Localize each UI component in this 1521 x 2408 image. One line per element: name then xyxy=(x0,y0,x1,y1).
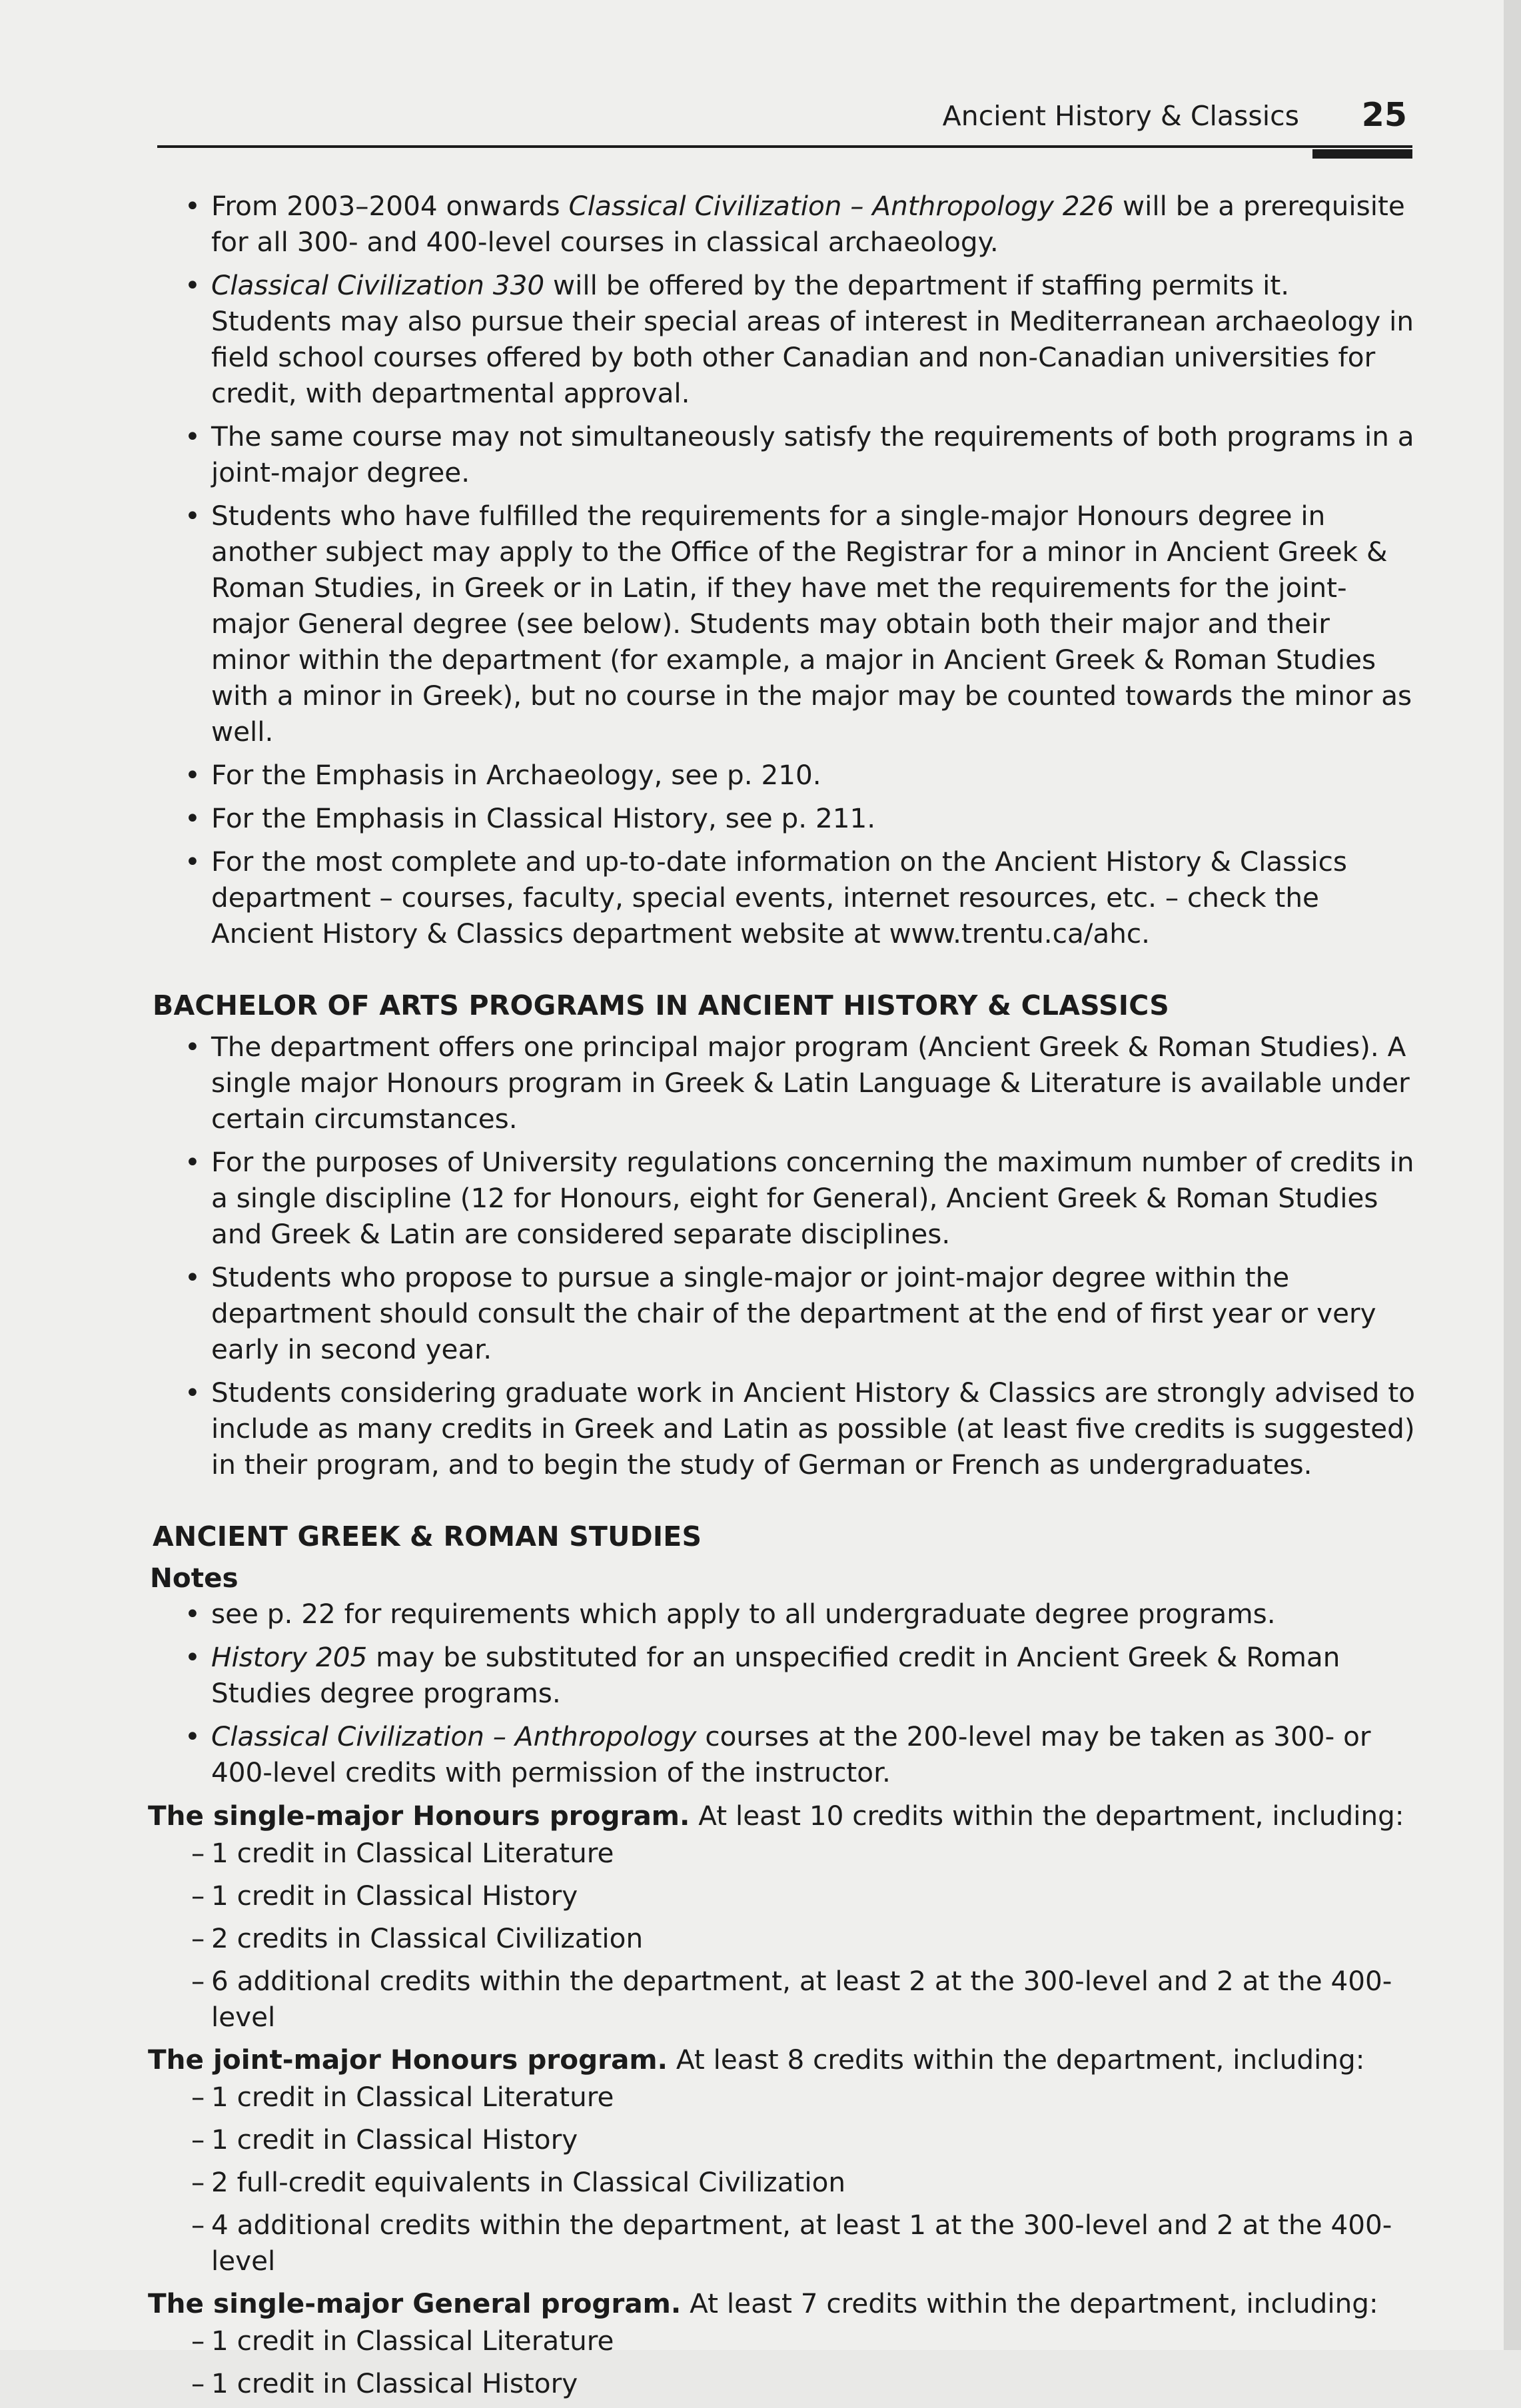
agrs-note-item: • see p. 22 for requirements which apply to all undergraduate degree programs. xyxy=(150,1596,1416,1632)
notes-heading: Notes xyxy=(150,1562,239,1594)
agrs-note-item: • Classical Civilization – Anthropology courses at the 200-level may be taken as 300- or 400-level credits with permission of the instructor. xyxy=(150,1718,1416,1790)
requirement-item: – 1 credit in Classical Literature xyxy=(150,2079,1416,2115)
program-requirements xyxy=(150,1835,1416,2035)
requirement-item: – 6 additional credits within the department, at least 2 at the 300-level and 2 at the 400-level xyxy=(150,1963,1416,2035)
requirement-item: – 1 credit in Classical History xyxy=(150,1878,1416,1914)
running-title: Ancient History & Classics xyxy=(942,100,1299,132)
intro-note-item: • For the Emphasis in Classical History, see p. 211. xyxy=(150,800,1416,836)
ba-section-item: • For the purposes of University regulations concerning the maximum number of credits in a single discipline (12 for Honours, eight for General), Ancient Greek & Roman Studies and Greek & Latin are considered separate disciplines. xyxy=(150,1144,1416,1252)
requirement-item: – 1 credit in Classical Literature xyxy=(150,2323,1416,2359)
requirement-item: – 1 credit in Classical History xyxy=(150,2365,1416,2401)
ba-section-item: • Students considering graduate work in Ancient History & Classics are strongly advised to include as many credits in Greek and Latin as possible (at least five credits is suggested) in their program, and to begin the study of German or French as undergraduates. xyxy=(150,1375,1416,1483)
running-head xyxy=(157,93,1412,153)
requirement-item: – 1 credit in Classical Literature xyxy=(150,1835,1416,1871)
ba-section-item: • Students who propose to pursue a single-major or joint-major degree within the department should consult the chair of the department at the end of first year or very early in second year. xyxy=(150,1259,1416,1367)
ba-section-heading: BACHELOR OF ARTS PROGRAMS IN ANCIENT HISTORY & CLASSICS xyxy=(153,989,1169,1021)
intro-note-item: • From 2003–2004 onwards Classical Civilization – Anthropology 226 will be a prerequisite for all 300- and 400-level courses in classical archaeology. xyxy=(150,188,1416,260)
program-heading: The joint-major Honours program. At least 8 credits within the department, including: xyxy=(148,2044,1365,2076)
ba-section-item: • The department offers one principal major program (Ancient Greek & Roman Studies). A single major Honours program in Greek & Latin Language & Literature is available under certain circumstances. xyxy=(150,1029,1416,1137)
page-content xyxy=(150,188,1416,2408)
program-block xyxy=(150,2285,1416,2401)
program-requirements xyxy=(150,2323,1416,2401)
program-block xyxy=(150,1798,1416,2035)
intro-notes-list xyxy=(150,188,1416,951)
ba-section-list xyxy=(150,1029,1416,1483)
agrs-notes-list xyxy=(150,1596,1416,1790)
program-requirements xyxy=(150,2079,1416,2279)
header-rule xyxy=(157,145,1412,148)
page-number: 25 xyxy=(1361,96,1407,134)
program-block xyxy=(150,2042,1416,2279)
header-rule-tab xyxy=(1312,149,1412,159)
intro-note-item: • For the most complete and up-to-date information on the Ancient History & Classics department – courses, faculty, special events, internet resources, etc. – check the Ancient History & Classics department website at www.trentu.ca/ahc. xyxy=(150,844,1416,951)
agrs-section-heading: ANCIENT GREEK & ROMAN STUDIES xyxy=(153,1520,702,1552)
requirement-item: – 2 full-credit equivalents in Classical Civilization xyxy=(150,2164,1416,2200)
requirement-item: – 1 credit in Classical History xyxy=(150,2121,1416,2157)
intro-note-item: • Classical Civilization 330 will be offered by the department if staffing permits it. Students may also pursue their special areas of interest in Mediterranean archaeology in field school courses offered by both other Canadian and non-Canadian universities for credit, with departmental approval. xyxy=(150,267,1416,411)
scan-edge xyxy=(1504,0,1521,2350)
requirement-item: – 4 additional credits within the department, at least 1 at the 300-level and 2 at the 400-level xyxy=(150,2207,1416,2279)
program-heading: The single-major General program. At least 7 credits within the department, including: xyxy=(148,2287,1378,2319)
program-heading: The single-major Honours program. At least 10 credits within the department, including: xyxy=(148,1800,1404,1832)
intro-note-item: • For the Emphasis in Archaeology, see p. 210. xyxy=(150,757,1416,793)
intro-note-item: • Students who have fulfilled the requirements for a single-major Honours degree in another subject may apply to the Office of the Registrar for a minor in Ancient Greek & Roman Studies, in Greek or in Latin, if they have met the requirements for the joint-major General degree (see below). Students may obtain both their major and their minor within the department (for example, a major in Ancient Greek & Roman Studies with a minor in Greek), but no course in the major may be counted towards the minor as well. xyxy=(150,498,1416,750)
agrs-note-item: • History 205 may be substituted for an unspecified credit in Ancient Greek & Roman Studies degree programs. xyxy=(150,1639,1416,1711)
intro-note-item: • The same course may not simultaneously satisfy the requirements of both programs in a joint-major degree. xyxy=(150,418,1416,490)
requirement-item: – 2 credits in Classical Civilization xyxy=(150,1920,1416,1956)
